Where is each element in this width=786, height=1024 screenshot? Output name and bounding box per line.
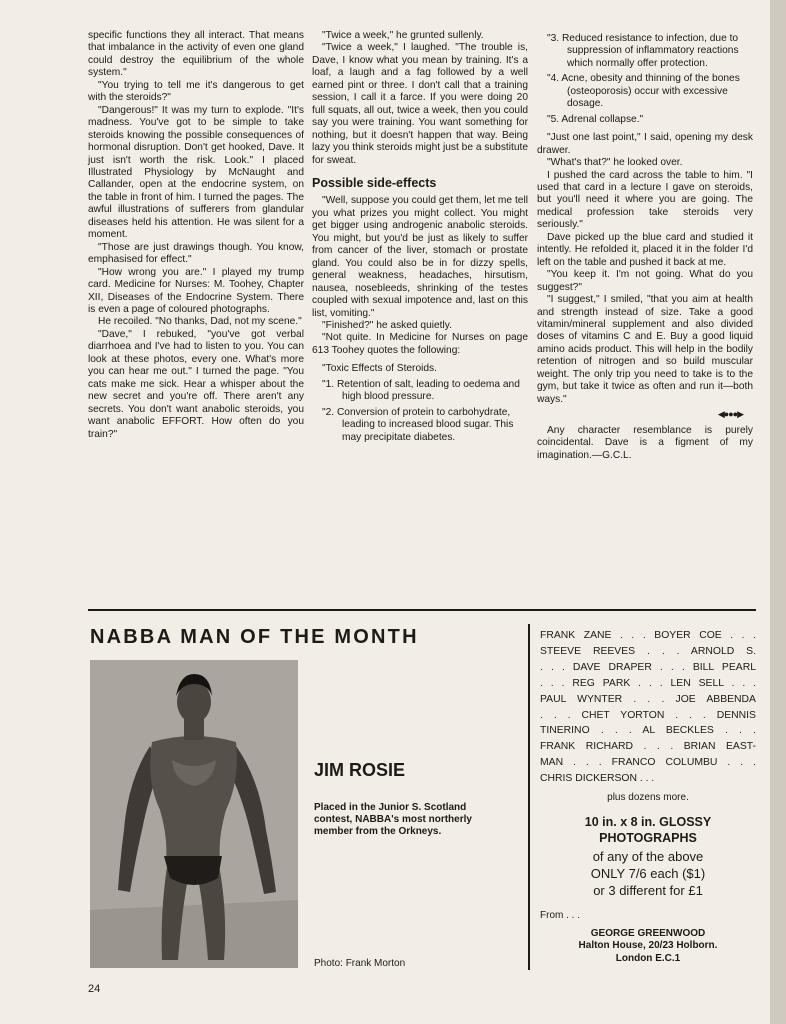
ad-banner: NABBA MAN OF THE MONTH: [90, 626, 419, 648]
article-column-2: [312, 30, 528, 447]
photo-credit: Photo: Frank Morton: [314, 958, 406, 969]
list-line: PAUL WYNTER . . . JOE ABBENDA: [540, 693, 756, 705]
ornament-divider: ◀●●●▶: [717, 409, 743, 420]
list-line: . . . REG PARK . . . LEN SELL . . .: [540, 677, 756, 689]
list-line: FRANK RICHARD . . . BRIAN EAST-: [540, 741, 756, 753]
bodybuilder-photo: [90, 660, 298, 968]
offer-price: [540, 848, 756, 899]
paragraph: He recoiled. "No thanks, Dad, not my scene.": [98, 316, 302, 328]
paragraph: "You keep it. I'm not going. What do you suggest?": [537, 269, 753, 293]
from-label: From . . .: [540, 910, 580, 921]
paragraph: "Dangerous!" It was my turn to explode. "It's madness. You've got to be simple to take steroids knowing the possible consequences of hormonal disruption. Don't get hooked, Dave. It just isn't worth the risk. Look." I placed Illustrated Physiology by McNaught and Callander, open at the endocrine system, on the table in front of him. I turned the pages. The awful illustrations of sufferers from glandular diseases held his attention. He was silent for a moment.: [88, 104, 304, 241]
plus-more: plus dozens more.: [607, 792, 689, 803]
list-line: FRANK ZANE . . . BOYER COE . . .: [540, 630, 756, 641]
page-edge: [770, 0, 786, 1024]
offer-line: ONLY 7/6 each ($1): [590, 866, 706, 881]
effect-item: "3. Reduced resistance to infection, due to suppression of inflammatory reactions which normally offer protection.: [547, 33, 739, 69]
photo-caption: Placed in the Junior S. Scotland contest, NABBA's most northerly member from the Orkneys.: [314, 802, 472, 837]
offer-heading-line: PHOTOGRAPHS: [599, 831, 697, 845]
quote-title: "Toxic Effects of Steroids.: [322, 363, 437, 375]
list-line: . . . DAVE DRAPER . . . BILL PEARL: [540, 661, 756, 673]
paragraph: "Finished?" he asked quietly.: [322, 319, 452, 331]
list-line: CHRIS DICKERSON . . .: [540, 773, 655, 785]
paragraph: "How wrong you are." I played my trump card. Medicine for Nurses: M. Toohey, Chapter XII, Diseases of the Endocrine System. There is even a page of coloured photographs.: [88, 266, 304, 315]
effect-item: "2. Conversion of protein to carbohydrate, leading to increased blood sugar. This may precipitate diabetes.: [322, 406, 514, 443]
featured-name: JIM ROSIE: [314, 760, 406, 780]
list-line: TINERINO . . . AL BECKLES . . .: [540, 725, 756, 737]
effect-item: "5. Adrenal collapse.": [547, 113, 644, 125]
paragraph: "Well, suppose you could get them, let me tell you what prizes you might collect. You might get bigger using androgenic anabolic steroids. You might, but you'd be just as likely to suffer from cancer of the liver, stomach or prostate gland. You could also be in for dizzy spells, general weakness, headaches, hirsutism, nausea, nosebleeds, shrinking of the testes coupled with sexual impotence and, last on this list, vomiting.": [312, 195, 528, 319]
paragraph: "Twice a week," he grunted sullenly.: [322, 30, 484, 41]
paragraph: "I suggest," I smiled, "that you aim at health and strength instead of size. Take a good vitamin/mineral supplement and also divided doses of vitamins C and E. Buy a good liquid amino acids product. This will help in the bodily retention of nitrogen and so build muscular weight. The only trip you need to take is to the gym, but take it twice as often and run it—both ways.": [537, 294, 753, 405]
offer-line: or 3 different for £1: [593, 883, 703, 898]
page-number: 24: [88, 983, 101, 995]
address-line: GEORGE GREENWOOD: [590, 928, 706, 939]
paragraph: "Dave," I rebuked, "you've got verbal diarrhoea and I've had to listen to you. You can look at these photos, every one. What's more you can hear me out." I turned the page. "You cats make me sick. Hear a whisper about the new secret and you're off. There aren't any secrets. You don't want anabolic steroids, you want anabolic EFFORT. How often do you train?": [88, 328, 304, 440]
paragraph: "Just one last point," I said, opening my desk drawer.: [537, 132, 753, 156]
paragraph: "What's that?" he looked over.: [547, 157, 683, 169]
address-line: London E.C.1: [615, 952, 681, 964]
article-column-1: [88, 30, 304, 441]
section-heading: Possible side-effects: [312, 175, 437, 190]
address-block: [540, 928, 756, 965]
effect-item: "4. Acne, obesity and thinning of the bones (osteoporosis) occur with excessive dosage.: [547, 73, 740, 110]
offer-heading: [540, 814, 756, 846]
list-line: MAN . . . FRANCO COLUMBU . . .: [540, 757, 756, 769]
effect-item: "1. Retention of salt, leading to oedema and high blood pressure.: [322, 378, 520, 403]
paragraph: "You trying to tell me it's dangerous to get with the steroids?": [88, 79, 304, 104]
paragraph: specific functions they all interact. That means that imbalance in the activity of even one gland could destroy the equilibrium of the whole system.": [88, 30, 304, 79]
disclaimer: Any character resemblance is purely coincidental. Dave is a figment of my imagination.—G.C.L.: [537, 424, 753, 461]
paragraph: "Not quite. In Medicine for Nurses on page 613 Toohey quotes the following:: [312, 332, 528, 356]
paragraph: Dave picked up the blue card and studied it intently. He refolded it, placed it in the folder I'd left on the table and pushed it back at me.: [537, 231, 753, 268]
offer-heading-line: 10 in. x 8 in. GLOSSY: [584, 815, 712, 829]
bodybuilder-list: [540, 628, 756, 787]
horizontal-rule: [88, 609, 756, 611]
address-line: Halton House, 20/23 Holborn.: [578, 940, 718, 952]
article-column-3: [537, 30, 753, 462]
vertical-rule: [528, 624, 530, 970]
paragraph: "Twice a week," I laughed. "The trouble is, Dave, I know what you mean by training. It's a loaf, a laugh and a fag followed by a well earned pint or three. I don't call that a training session, I call it a farce. If you were doing 20 full squats, all out, twice a week, then you could say you were training. You want something for nothing, but it doesn't happen that way. Being lazy you think steroids might just be a substitute for sweat.: [312, 42, 528, 166]
offer-line: of any of the above: [592, 849, 704, 864]
paragraph: I pushed the card across the table to him. "I used that card in a lecture I gave on steroids, but you'll need it where you are going. The medical profession take steroids very seriously.": [537, 169, 753, 231]
list-line: STEEVE REEVES . . . ARNOLD S.: [540, 645, 756, 657]
paragraph: "Those are just drawings though. You know, emphasised for effect.": [88, 241, 304, 266]
list-line: . . . CHET YORTON . . . DENNIS: [540, 709, 756, 721]
